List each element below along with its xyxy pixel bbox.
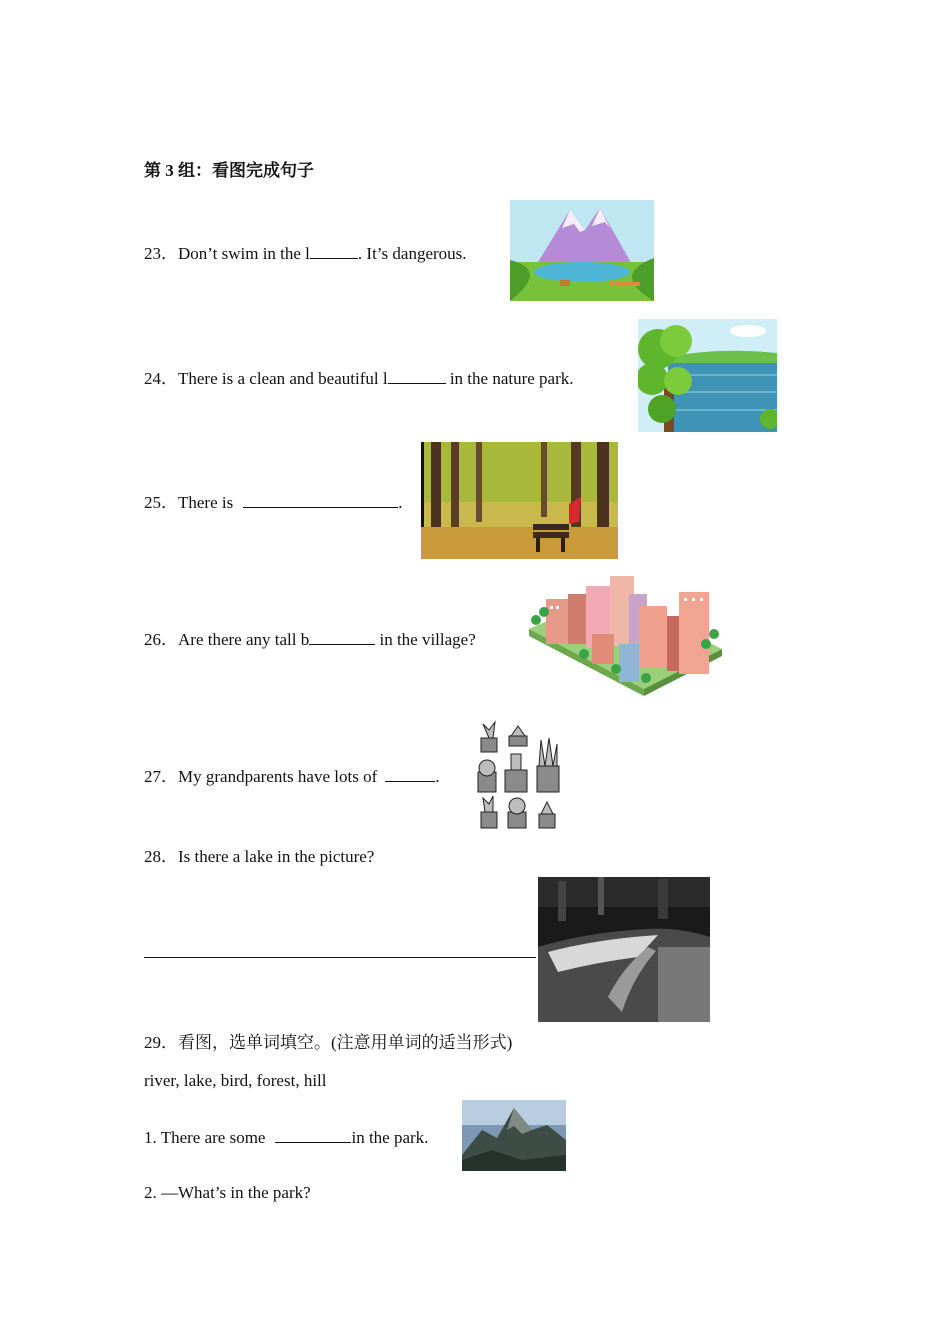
question-29-sub-1 (144, 1126, 428, 1149)
answer-blank[interactable] (310, 242, 358, 259)
potted-plants-image (475, 720, 563, 830)
question-text-after: in the park. (351, 1128, 429, 1147)
question-25 (144, 491, 402, 514)
question-text-before: There is a clean and beautiful l (178, 369, 388, 388)
question-text-before: Are there any tall b (178, 630, 310, 649)
section-title: 第 3 组：看图完成句子 (144, 161, 314, 180)
question-26 (144, 628, 476, 651)
answer-blank[interactable] (388, 367, 446, 384)
forest-bench-image (421, 442, 618, 559)
question-number: 24． (144, 369, 178, 388)
question-text-after: . It’s dangerous. (357, 244, 467, 263)
lake-photo-image (538, 877, 710, 1022)
lake-tree-image (638, 319, 777, 432)
question-text-before: There is (178, 493, 234, 512)
answer-blank[interactable] (243, 491, 398, 508)
question-28 (144, 846, 374, 868)
question-number: 23． (144, 244, 178, 263)
question-text-after: in the village? (375, 630, 476, 649)
question-29-sub-2: 2. —What’s in the park? (144, 1183, 311, 1202)
answer-line[interactable] (144, 957, 536, 958)
question-text-before: Don’t swim in the l (178, 244, 310, 263)
hill-image (462, 1100, 566, 1171)
question-text: Is there a lake in the picture? (178, 847, 375, 866)
question-29-instruction (144, 1032, 512, 1054)
tall-buildings-image (524, 574, 727, 701)
mountain-lake-image (510, 200, 654, 301)
question-number: 25． (144, 493, 178, 512)
word-bank: river, lake, bird, forest, hill (144, 1071, 327, 1090)
question-text-after: in the nature park. (445, 369, 574, 388)
question-text-before: 1. There are some (144, 1128, 266, 1147)
answer-blank[interactable] (309, 628, 375, 645)
question-number: 29． (144, 1033, 178, 1052)
question-24 (144, 367, 574, 390)
answer-blank[interactable] (385, 765, 435, 782)
answer-blank[interactable] (275, 1126, 351, 1143)
question-text-after: . (435, 767, 440, 786)
question-number: 27． (144, 767, 178, 786)
question-number: 26． (144, 630, 178, 649)
instruction-text: 看图，选单词填空。(注意用单词的适当形式) (178, 1033, 513, 1052)
question-number: 28． (144, 847, 178, 866)
question-27 (144, 765, 439, 788)
question-text-before: My grandparents have lots of (178, 767, 378, 786)
question-text-after: . (398, 493, 403, 512)
question-23 (144, 242, 467, 265)
